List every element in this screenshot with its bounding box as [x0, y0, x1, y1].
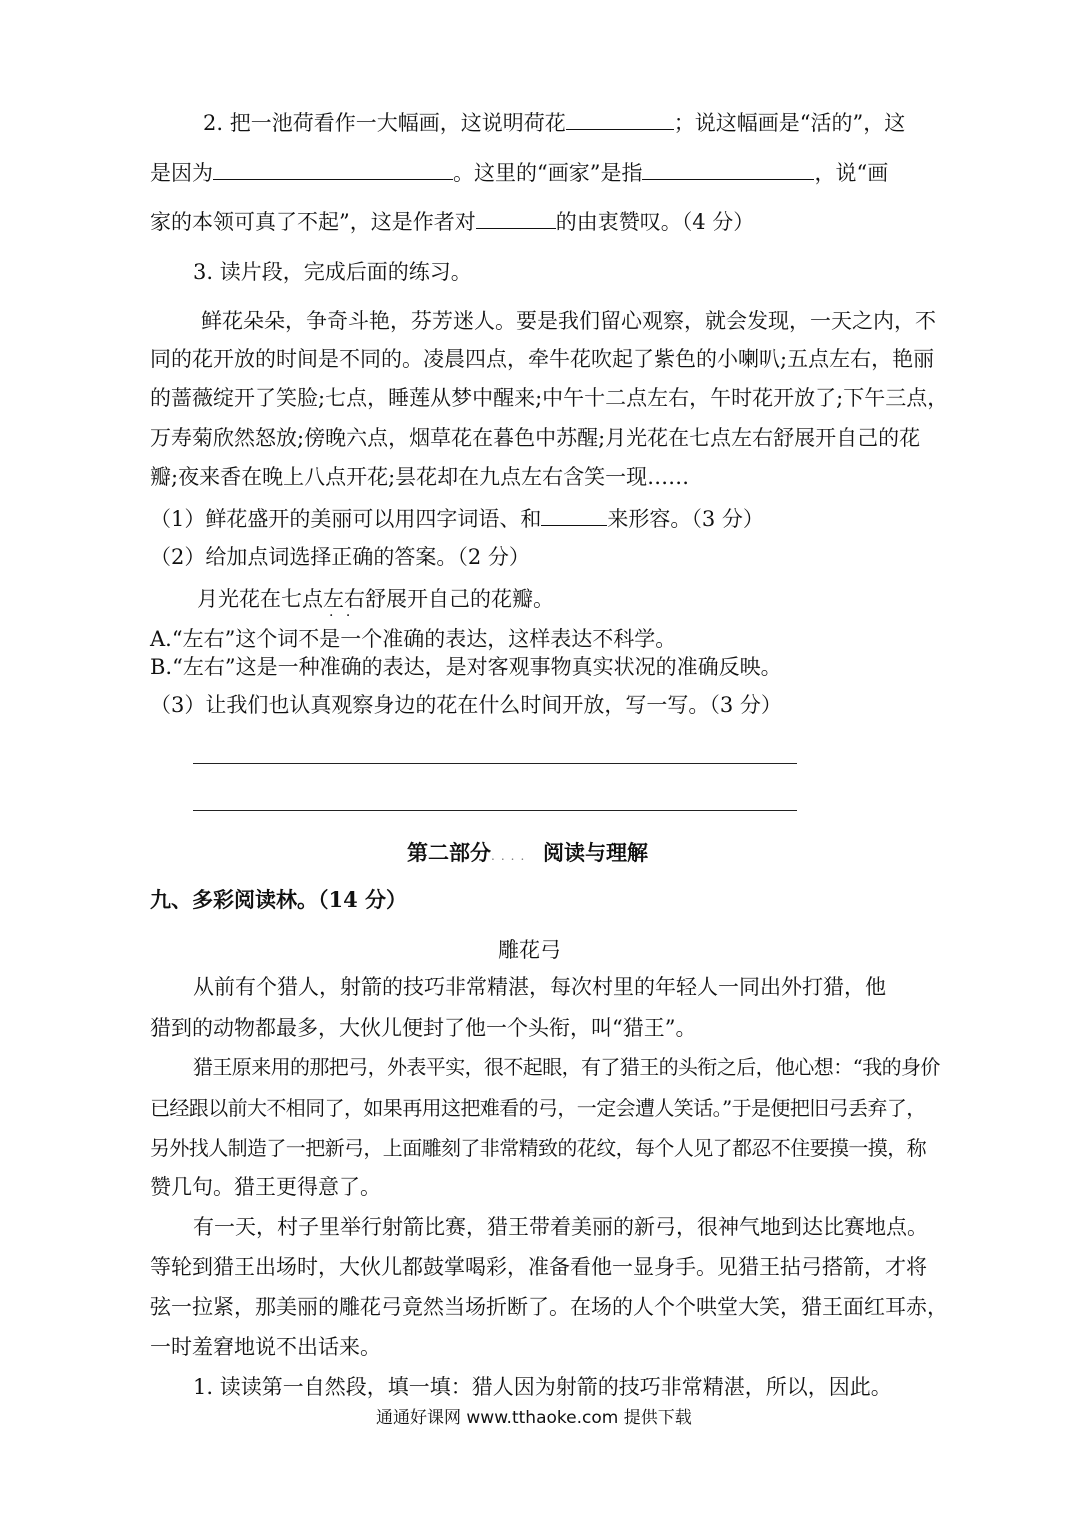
- q3-sub2: （2）给加点词选择正确的答案。（2 分）: [150, 545, 530, 569]
- q2-line-3: [150, 206, 754, 237]
- story-line: 等轮到猎王出场时，大伙儿都鼓掌喝彩，准备看他一显身手。见猎王拈弓搭箭，才将: [150, 1255, 927, 1279]
- q3-sub1: [150, 503, 764, 534]
- option-b[interactable]: B.“左右”这是一种准确的表达，是对客观事物真实状况的准确反映。: [150, 655, 782, 679]
- q3-sub1-text: （1）鲜花盛开的美丽可以用四字词语、和: [150, 507, 542, 531]
- story-line: 猎王原来用的那把弓，外表平实，很不起眼，有了猎王的头衔之后，他心想：“我的身价: [193, 1055, 940, 1079]
- story-line: 从前有个猎人，射箭的技巧非常精湛，每次村里的年轻人一同出外打猎，他: [193, 975, 886, 999]
- q2-text: 家的本领可真了不起”，这是作者对: [150, 210, 476, 234]
- q2-text: 。这里的“画家”是指: [453, 161, 643, 185]
- example-text: 月光花在七点: [197, 587, 323, 611]
- part2-heading-b: 阅读与理解: [543, 840, 648, 865]
- story-title: 雕花弓: [498, 938, 561, 962]
- q2-text: ；说这幅画是“活的”，这: [673, 111, 906, 135]
- section9-title: 九、多彩阅读林。（14 分）: [150, 887, 408, 912]
- story-line: 有一天，村子里举行射箭比赛，猎王带着美丽的新弓，很神气地到达比赛地点。: [193, 1215, 928, 1239]
- writing-line[interactable]: [193, 763, 797, 764]
- footer: 通通好课网 www.tthaoke.com 提供下载: [376, 1408, 692, 1428]
- section9-q1: 1. 读读第一自然段，填一填：猎人因为射箭的技巧非常精湛，所以，因此。: [193, 1375, 892, 1399]
- part2-heading: [407, 838, 648, 871]
- answer-blank[interactable]: [541, 503, 607, 526]
- q3-passage-line: 鲜花朵朵，争奇斗艳，芬芳迷人。要是我们留心观察，就会发现，一天之内，不: [201, 309, 936, 333]
- story-line: 弦一拉紧，那美丽的雕花弓竟然当场折断了。在场的人个个哄堂大笑，猎王面红耳赤，: [150, 1295, 948, 1319]
- q3-passage-line: 万寿菊欣然怒放;傍晚六点，烟草花在暮色中苏醒;月光花在七点左右舒展开自己的花: [150, 426, 921, 450]
- story-line: 猎到的动物都最多，大伙儿便封了他一个头衔，叫“猎王”。: [150, 1016, 697, 1040]
- q3-example-sentence: [197, 584, 554, 614]
- example-text: 舒展开自己的花瓣。: [365, 587, 554, 611]
- dotted-word: 左右 · ·: [323, 587, 365, 611]
- heading-dots: ....: [491, 849, 531, 863]
- answer-blank[interactable]: [642, 157, 814, 180]
- q3-sub3: （3）让我们也认真观察身边的花在什么时间开放，写一写。（3 分）: [150, 693, 782, 717]
- answer-blank[interactable]: [566, 107, 674, 130]
- q2-line-2: [150, 157, 888, 188]
- q3-title: 3. 读片段，完成后面的练习。: [193, 260, 472, 284]
- q2-text: 2. 把一池荷看作一大幅画，这说明荷花: [203, 111, 566, 135]
- writing-line[interactable]: [193, 810, 797, 811]
- answer-blank[interactable]: [213, 157, 453, 180]
- q2-text: ，说“画: [814, 161, 889, 185]
- q2-text: 是因为: [150, 161, 213, 185]
- story-line: 另外找人制造了一把新弓，上面雕刻了非常精致的花纹，每个人见了都忍不住要摸一摸，称: [150, 1136, 926, 1160]
- story-line: 一时羞窘地说不出话来。: [150, 1335, 381, 1359]
- q2-line-1: [203, 107, 905, 138]
- q3-sub1-text: 来形容。（3 分）: [607, 507, 764, 531]
- q3-passage-line: 瓣;夜来香在晚上八点开花;昙花却在九点左右含笑一现……: [150, 465, 690, 489]
- q3-passage-line: 同的花开放的时间是不同的。凌晨四点，牵牛花吹起了紫色的小喇叭;五点左右，艳丽: [150, 347, 935, 371]
- q2-text: 的由衷赞叹。（4 分）: [555, 210, 755, 234]
- story-line: 赞几句。猎王更得意了。: [150, 1175, 381, 1199]
- part2-heading-a: 第二部分: [407, 840, 491, 865]
- answer-blank[interactable]: [476, 206, 556, 229]
- option-a[interactable]: A.“左右”这个词不是一个准确的表达，这样表达不科学。: [150, 627, 677, 651]
- story-line: 已经跟以前大不相同了，如果再用这把难看的弓，一定会遭人笑话。”于是便把旧弓丢弃了，: [150, 1096, 926, 1120]
- q3-passage-line: 的蔷薇绽开了笑脸;七点，睡莲从梦中醒来;中午十二点左右，午时花开放了;下午三点，: [150, 386, 949, 410]
